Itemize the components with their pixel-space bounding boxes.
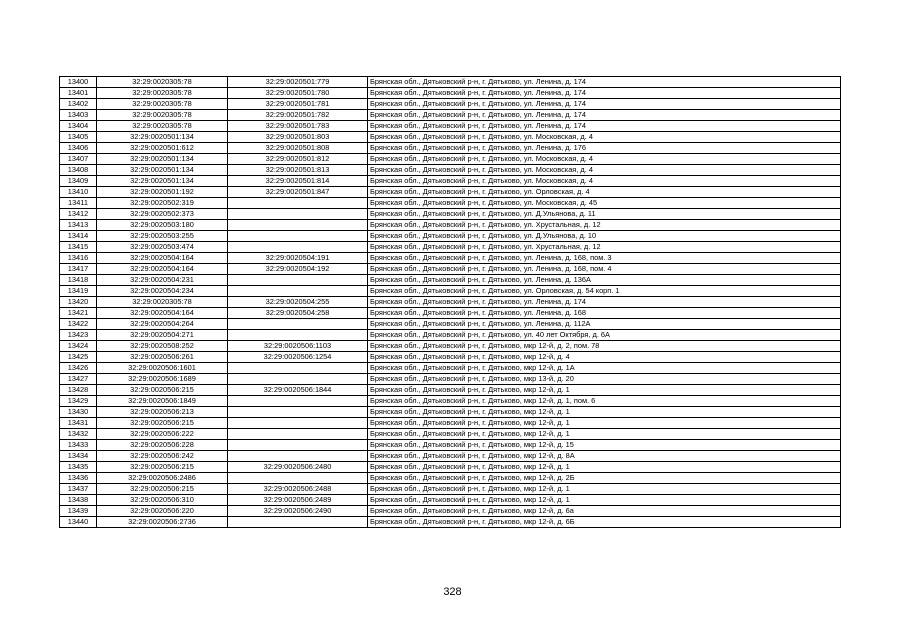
- cadastral-number-cell: [228, 440, 368, 451]
- cadastral-number-cell: 32:29:0020501:812: [228, 154, 368, 165]
- cadastral-number-parent-cell: 32:29:0020506:215: [97, 418, 228, 429]
- cadastral-number-parent-cell: 32:29:0020506:213: [97, 407, 228, 418]
- address-cell: Брянская обл., Дятьковский р-н, г. Дятьково, мкр 12-й, д. 6а: [368, 506, 841, 517]
- address-cell: Брянская обл., Дятьковский р-н, г. Дятьково, ул. Хрустальная, д. 12: [368, 242, 841, 253]
- cadastral-number-cell: 32:29:0020504:255: [228, 297, 368, 308]
- cadastral-number-cell: 32:29:0020501:781: [228, 99, 368, 110]
- row-number-cell: 13422: [60, 319, 97, 330]
- cadastral-number-parent-cell: 32:29:0020501:192: [97, 187, 228, 198]
- cadastral-number-parent-cell: 32:29:0020506:261: [97, 352, 228, 363]
- cadastral-number-parent-cell: 32:29:0020504:234: [97, 286, 228, 297]
- table-row: [60, 143, 841, 154]
- address-cell: Брянская обл., Дятьковский р-н, г. Дятьково, мкр 12-й, д. 1: [368, 385, 841, 396]
- table-row: [60, 363, 841, 374]
- row-number-cell: 13405: [60, 132, 97, 143]
- row-number-cell: 13400: [60, 77, 97, 88]
- address-cell: Брянская обл., Дятьковский р-н, г. Дятьково, ул. Московская, д. 4: [368, 165, 841, 176]
- cadastral-number-parent-cell: 32:29:0020506:242: [97, 451, 228, 462]
- table-row: [60, 429, 841, 440]
- table-row: [60, 319, 841, 330]
- table-row: [60, 506, 841, 517]
- row-number-cell: 13413: [60, 220, 97, 231]
- address-cell: Брянская обл., Дятьковский р-н, г. Дятьково, ул. Орловская, д. 54 корп. 1: [368, 286, 841, 297]
- address-cell: Брянская обл., Дятьковский р-н, г. Дятьково, ул. Д.Ульянова, д. 10: [368, 231, 841, 242]
- address-cell: Брянская обл., Дятьковский р-н, г. Дятьково, мкр 12-й, д. 1: [368, 418, 841, 429]
- row-number-cell: 13429: [60, 396, 97, 407]
- table-row: [60, 385, 841, 396]
- cadastral-number-cell: [228, 286, 368, 297]
- cadastral-number-parent-cell: 32:29:0020504:231: [97, 275, 228, 286]
- address-cell: Брянская обл., Дятьковский р-н, г. Дятьково, ул. Ленина, д. 168, пом. 4: [368, 264, 841, 275]
- row-number-cell: 13431: [60, 418, 97, 429]
- cadastral-number-parent-cell: 32:29:0020501:134: [97, 176, 228, 187]
- cadastral-number-parent-cell: 32:29:0020504:164: [97, 253, 228, 264]
- row-number-cell: 13409: [60, 176, 97, 187]
- cadastral-number-cell: 32:29:0020501:779: [228, 77, 368, 88]
- cadastral-number-parent-cell: 32:29:0020506:1689: [97, 374, 228, 385]
- address-cell: Брянская обл., Дятьковский р-н, г. Дятьково, ул. Ленина, д. 168, пом. 3: [368, 253, 841, 264]
- cadastral-number-parent-cell: 32:29:0020504:164: [97, 308, 228, 319]
- cadastral-number-cell: [228, 517, 368, 528]
- row-number-cell: 13425: [60, 352, 97, 363]
- cadastral-number-parent-cell: 32:29:0020506:215: [97, 484, 228, 495]
- cadastral-number-parent-cell: 32:29:0020504:264: [97, 319, 228, 330]
- table-row: [60, 154, 841, 165]
- address-cell: Брянская обл., Дятьковский р-н, г. Дятьково, ул. Московская, д. 4: [368, 176, 841, 187]
- table-row: [60, 495, 841, 506]
- address-cell: Брянская обл., Дятьковский р-н, г. Дятьково, ул. Ленина, д. 176: [368, 143, 841, 154]
- cadastral-number-cell: [228, 396, 368, 407]
- cadastral-number-parent-cell: 32:29:0020503:180: [97, 220, 228, 231]
- address-cell: Брянская обл., Дятьковский р-н, г. Дятьково, мкр 12-й, д. 2Б: [368, 473, 841, 484]
- cadastral-number-parent-cell: 32:29:0020503:474: [97, 242, 228, 253]
- table-row: [60, 440, 841, 451]
- row-number-cell: 13408: [60, 165, 97, 176]
- address-cell: Брянская обл., Дятьковский р-н, г. Дятьково, мкр 12-й, д. 4: [368, 352, 841, 363]
- address-cell: Брянская обл., Дятьковский р-н, г. Дятьково, ул. Московская, д. 45: [368, 198, 841, 209]
- row-number-cell: 13439: [60, 506, 97, 517]
- table-row: [60, 121, 841, 132]
- cadastral-number-cell: 32:29:0020506:2489: [228, 495, 368, 506]
- address-cell: Брянская обл., Дятьковский р-н, г. Дятьково, мкр 12-й, д. 6Б: [368, 517, 841, 528]
- address-cell: Брянская обл., Дятьковский р-н, г. Дятьково, мкр 12-й, д. 1: [368, 495, 841, 506]
- row-number-cell: 13420: [60, 297, 97, 308]
- row-number-cell: 13403: [60, 110, 97, 121]
- address-cell: Брянская обл., Дятьковский р-н, г. Дятьково, мкр 12-й, д. 8А: [368, 451, 841, 462]
- cadastral-number-parent-cell: 32:29:0020506:1849: [97, 396, 228, 407]
- table-row: [60, 286, 841, 297]
- row-number-cell: 13418: [60, 275, 97, 286]
- address-cell: Брянская обл., Дятьковский р-н, г. Дятьково, ул. Ленина, д. 174: [368, 297, 841, 308]
- cadastral-number-cell: 32:29:0020501:814: [228, 176, 368, 187]
- cadastral-number-parent-cell: 32:29:0020305:78: [97, 297, 228, 308]
- cadastral-number-cell: 32:29:0020501:847: [228, 187, 368, 198]
- table-row: [60, 99, 841, 110]
- table-row: [60, 77, 841, 88]
- row-number-cell: 13428: [60, 385, 97, 396]
- row-number-cell: 13411: [60, 198, 97, 209]
- table-row: [60, 352, 841, 363]
- cadastral-number-cell: 32:29:0020506:2490: [228, 506, 368, 517]
- cadastral-number-parent-cell: 32:29:0020506:220: [97, 506, 228, 517]
- cadastral-number-parent-cell: 32:29:0020506:222: [97, 429, 228, 440]
- table-row: [60, 451, 841, 462]
- cadastral-number-cell: [228, 275, 368, 286]
- table-row: [60, 264, 841, 275]
- register-table-body: [60, 77, 841, 528]
- cadastral-number-cell: 32:29:0020501:783: [228, 121, 368, 132]
- address-cell: Брянская обл., Дятьковский р-н, г. Дятьково, ул. Московская, д. 4: [368, 154, 841, 165]
- table-row: [60, 374, 841, 385]
- cadastral-number-cell: [228, 319, 368, 330]
- table-row: [60, 253, 841, 264]
- address-cell: Брянская обл., Дятьковский р-н, г. Дятьково, мкр 12-й, д. 1: [368, 429, 841, 440]
- table-row: [60, 88, 841, 99]
- row-number-cell: 13407: [60, 154, 97, 165]
- address-cell: Брянская обл., Дятьковский р-н, г. Дятьково, ул. 40 лет Октября, д. 6А: [368, 330, 841, 341]
- address-cell: Брянская обл., Дятьковский р-н, г. Дятьково, мкр 12-й, д. 1А: [368, 363, 841, 374]
- row-number-cell: 13404: [60, 121, 97, 132]
- cadastral-number-cell: [228, 374, 368, 385]
- row-number-cell: 13427: [60, 374, 97, 385]
- address-cell: Брянская обл., Дятьковский р-н, г. Дятьково, ул. Хрустальная, д. 12: [368, 220, 841, 231]
- row-number-cell: 13434: [60, 451, 97, 462]
- row-number-cell: 13414: [60, 231, 97, 242]
- cadastral-number-cell: [228, 330, 368, 341]
- row-number-cell: 13402: [60, 99, 97, 110]
- row-number-cell: 13435: [60, 462, 97, 473]
- cadastral-number-parent-cell: 32:29:0020504:271: [97, 330, 228, 341]
- cadastral-number-cell: 32:29:0020506:1103: [228, 341, 368, 352]
- table-row: [60, 473, 841, 484]
- address-cell: Брянская обл., Дятьковский р-н, г. Дятьково, мкр 12-й, д. 2, пом. 78: [368, 341, 841, 352]
- register-table: [59, 76, 841, 528]
- table-row: [60, 110, 841, 121]
- cadastral-number-cell: [228, 407, 368, 418]
- cadastral-number-cell: [228, 473, 368, 484]
- address-cell: Брянская обл., Дятьковский р-н, г. Дятьково, мкр 12-й, д. 1: [368, 462, 841, 473]
- cadastral-number-parent-cell: 32:29:0020305:78: [97, 77, 228, 88]
- row-number-cell: 13433: [60, 440, 97, 451]
- table-row: [60, 187, 841, 198]
- row-number-cell: 13421: [60, 308, 97, 319]
- cadastral-number-parent-cell: 32:29:0020501:612: [97, 143, 228, 154]
- cadastral-number-parent-cell: 32:29:0020508:252: [97, 341, 228, 352]
- cadastral-number-cell: 32:29:0020501:808: [228, 143, 368, 154]
- cadastral-number-cell: [228, 363, 368, 374]
- address-cell: Брянская обл., Дятьковский р-н, г. Дятьково, мкр 12-й, д. 1, пом. 6: [368, 396, 841, 407]
- row-number-cell: 13401: [60, 88, 97, 99]
- cadastral-number-cell: [228, 231, 368, 242]
- table-row: [60, 407, 841, 418]
- row-number-cell: 13406: [60, 143, 97, 154]
- row-number-cell: 13424: [60, 341, 97, 352]
- cadastral-number-cell: 32:29:0020501:813: [228, 165, 368, 176]
- table-row: [60, 484, 841, 495]
- address-cell: Брянская обл., Дятьковский р-н, г. Дятьково, ул. Ленина, д. 174: [368, 88, 841, 99]
- address-cell: Брянская обл., Дятьковский р-н, г. Дятьково, мкр 12-й, д. 1: [368, 484, 841, 495]
- cadastral-number-parent-cell: 32:29:0020501:134: [97, 132, 228, 143]
- row-number-cell: 13416: [60, 253, 97, 264]
- table-row: [60, 308, 841, 319]
- table-row: [60, 517, 841, 528]
- cadastral-number-cell: 32:29:0020501:803: [228, 132, 368, 143]
- cadastral-number-parent-cell: 32:29:0020506:215: [97, 462, 228, 473]
- row-number-cell: 13430: [60, 407, 97, 418]
- cadastral-number-cell: 32:29:0020506:1254: [228, 352, 368, 363]
- row-number-cell: 13417: [60, 264, 97, 275]
- cadastral-number-cell: 32:29:0020504:191: [228, 253, 368, 264]
- table-row: [60, 418, 841, 429]
- row-number-cell: 13423: [60, 330, 97, 341]
- cadastral-number-parent-cell: 32:29:0020506:2486: [97, 473, 228, 484]
- row-number-cell: 13432: [60, 429, 97, 440]
- cadastral-number-cell: 32:29:0020501:780: [228, 88, 368, 99]
- table-row: [60, 198, 841, 209]
- table-row: [60, 462, 841, 473]
- cadastral-number-parent-cell: 32:29:0020501:134: [97, 165, 228, 176]
- table-row: [60, 231, 841, 242]
- row-number-cell: 13438: [60, 495, 97, 506]
- cadastral-number-parent-cell: 32:29:0020503:255: [97, 231, 228, 242]
- cadastral-number-cell: 32:29:0020501:782: [228, 110, 368, 121]
- cadastral-number-parent-cell: 32:29:0020502:319: [97, 198, 228, 209]
- table-row: [60, 275, 841, 286]
- cadastral-number-parent-cell: 32:29:0020506:228: [97, 440, 228, 451]
- address-cell: Брянская обл., Дятьковский р-н, г. Дятьково, ул. Ленина, д. 136А: [368, 275, 841, 286]
- cadastral-number-parent-cell: 32:29:0020506:2736: [97, 517, 228, 528]
- cadastral-number-cell: 32:29:0020504:258: [228, 308, 368, 319]
- cadastral-number-cell: [228, 451, 368, 462]
- address-cell: Брянская обл., Дятьковский р-н, г. Дятьково, ул. Ленина, д. 112А: [368, 319, 841, 330]
- cadastral-number-parent-cell: 32:29:0020501:134: [97, 154, 228, 165]
- cadastral-number-parent-cell: 32:29:0020502:373: [97, 209, 228, 220]
- cadastral-number-cell: 32:29:0020506:2480: [228, 462, 368, 473]
- cadastral-number-cell: [228, 242, 368, 253]
- page-number: 328: [443, 586, 462, 598]
- address-cell: Брянская обл., Дятьковский р-н, г. Дятьково, ул. Орловская, д. 4: [368, 187, 841, 198]
- table-row: [60, 209, 841, 220]
- row-number-cell: 13415: [60, 242, 97, 253]
- table-row: [60, 220, 841, 231]
- row-number-cell: 13426: [60, 363, 97, 374]
- cadastral-number-cell: [228, 418, 368, 429]
- cadastral-number-cell: [228, 429, 368, 440]
- address-cell: Брянская обл., Дятьковский р-н, г. Дятьково, ул. Ленина, д. 174: [368, 110, 841, 121]
- cadastral-number-cell: [228, 198, 368, 209]
- address-cell: Брянская обл., Дятьковский р-н, г. Дятьково, мкр 12-й, д. 15: [368, 440, 841, 451]
- cadastral-number-cell: [228, 209, 368, 220]
- cadastral-number-parent-cell: 32:29:0020506:310: [97, 495, 228, 506]
- cadastral-number-parent-cell: 32:29:0020305:78: [97, 121, 228, 132]
- table-row: [60, 330, 841, 341]
- cadastral-number-cell: 32:29:0020506:2488: [228, 484, 368, 495]
- cadastral-number-cell: 32:29:0020506:1844: [228, 385, 368, 396]
- address-cell: Брянская обл., Дятьковский р-н, г. Дятьково, ул. Ленина, д. 174: [368, 121, 841, 132]
- cadastral-number-cell: 32:29:0020504:192: [228, 264, 368, 275]
- cadastral-number-parent-cell: 32:29:0020305:78: [97, 88, 228, 99]
- row-number-cell: 13437: [60, 484, 97, 495]
- table-row: [60, 396, 841, 407]
- table-row: [60, 297, 841, 308]
- row-number-cell: 13410: [60, 187, 97, 198]
- row-number-cell: 13412: [60, 209, 97, 220]
- address-cell: Брянская обл., Дятьковский р-н, г. Дятьково, ул. Ленина, д. 174: [368, 99, 841, 110]
- cadastral-number-parent-cell: 32:29:0020506:1601: [97, 363, 228, 374]
- table-row: [60, 165, 841, 176]
- cadastral-number-parent-cell: 32:29:0020506:215: [97, 385, 228, 396]
- row-number-cell: 13419: [60, 286, 97, 297]
- table-row: [60, 242, 841, 253]
- row-number-cell: 13436: [60, 473, 97, 484]
- table-row: [60, 132, 841, 143]
- cadastral-number-parent-cell: 32:29:0020305:78: [97, 110, 228, 121]
- cadastral-number-parent-cell: 32:29:0020305:78: [97, 99, 228, 110]
- address-cell: Брянская обл., Дятьковский р-н, г. Дятьково, ул. Д.Ульянова, д. 11: [368, 209, 841, 220]
- table-row: [60, 341, 841, 352]
- cadastral-number-parent-cell: 32:29:0020504:164: [97, 264, 228, 275]
- address-cell: Брянская обл., Дятьковский р-н, г. Дятьково, мкр 13-й, д. 20: [368, 374, 841, 385]
- address-cell: Брянская обл., Дятьковский р-н, г. Дятьково, мкр 12-й, д. 1: [368, 407, 841, 418]
- row-number-cell: 13440: [60, 517, 97, 528]
- address-cell: Брянская обл., Дятьковский р-н, г. Дятьково, ул. Ленина, д. 174: [368, 77, 841, 88]
- table-row: [60, 176, 841, 187]
- address-cell: Брянская обл., Дятьковский р-н, г. Дятьково, ул. Ленина, д. 168: [368, 308, 841, 319]
- address-cell: Брянская обл., Дятьковский р-н, г. Дятьково, ул. Московская, д. 4: [368, 132, 841, 143]
- cadastral-number-cell: [228, 220, 368, 231]
